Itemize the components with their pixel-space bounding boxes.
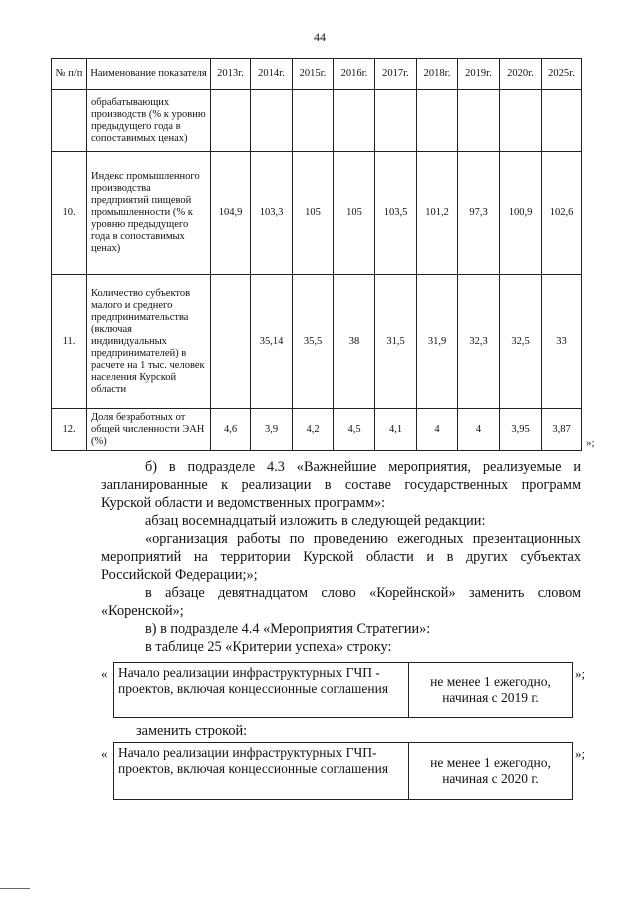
value-cell: 3,95 bbox=[500, 409, 542, 451]
value-cell bbox=[375, 90, 417, 152]
header-cell: 2013г. bbox=[211, 59, 251, 90]
indicator-name: обрабатывающих производств (% к уровню предыдущего года в сопоставимых ценах) bbox=[87, 90, 211, 152]
value-cell: 105 bbox=[293, 152, 334, 275]
value-cell: 33 bbox=[542, 275, 582, 409]
value-cell: 105 bbox=[334, 152, 375, 275]
value-cell: 4 bbox=[417, 409, 458, 451]
paragraph-word-replace-line2: «Коренской»; bbox=[101, 603, 184, 619]
value-cell: 31,9 bbox=[417, 275, 458, 409]
header-cell: 2015г. bbox=[293, 59, 334, 90]
value-cell: 101,2 bbox=[417, 152, 458, 275]
value-cell: 31,5 bbox=[375, 275, 417, 409]
value-cell: 35,14 bbox=[251, 275, 293, 409]
table-row bbox=[52, 275, 582, 409]
value-cell: 32,5 bbox=[500, 275, 542, 409]
table-header-row bbox=[52, 59, 582, 90]
criteria-row-new bbox=[113, 742, 573, 800]
value-cell: 103,3 bbox=[251, 152, 293, 275]
value-cell: 4,1 bbox=[375, 409, 417, 451]
value-cell bbox=[251, 90, 293, 152]
paragraph-v: в) в подразделе 4.4 «Мероприятия Стратегии»: bbox=[145, 621, 431, 637]
box1-close-quote: »; bbox=[575, 666, 586, 681]
value-cell: 3,87 bbox=[542, 409, 582, 451]
table-row bbox=[52, 90, 582, 152]
value-cell: 4,6 bbox=[211, 409, 251, 451]
box2-open-quote: « bbox=[101, 746, 108, 761]
value-cell: 103,5 bbox=[375, 152, 417, 275]
paragraph-table25: в таблице 25 «Критерии успеха» строку: bbox=[145, 639, 392, 655]
value-cell: 38 bbox=[334, 275, 375, 409]
value-cell bbox=[211, 90, 251, 152]
paragraph-word-replace-line1: в абзаце девятнадцатом слово «Корейнской» заменить словом bbox=[145, 585, 581, 601]
indicator-name: Доля безработных от общей численности ЭАН (%) bbox=[87, 409, 211, 451]
criteria-row-old bbox=[113, 662, 573, 718]
row-number: 12. bbox=[52, 409, 87, 451]
table-row bbox=[52, 152, 582, 275]
value-cell: 104,9 bbox=[211, 152, 251, 275]
row-number: 10. bbox=[52, 152, 87, 275]
paragraph-b-line3: Курской области и ведомственных программ»: bbox=[101, 495, 386, 511]
box1-open-quote: « bbox=[101, 666, 108, 681]
box2-close-quote: »; bbox=[575, 746, 586, 761]
quoted-paragraph-line3: Российской Федерации;»; bbox=[101, 567, 258, 583]
header-cell: 2019г. bbox=[458, 59, 500, 90]
value-cell bbox=[211, 275, 251, 409]
value-cell bbox=[458, 90, 500, 152]
table-row bbox=[52, 409, 582, 451]
value-cell: 3,9 bbox=[251, 409, 293, 451]
indicator-name: Индекс промышленного производства предприятий пищевой промышленности (% к уровню предыдущего года в сопоставимых ценах) bbox=[87, 152, 211, 275]
header-cell: 2017г. bbox=[375, 59, 417, 90]
header-cell: 2014г. bbox=[251, 59, 293, 90]
paragraph-b-line1: б) в подразделе 4.3 «Важнейшие мероприятия, реализуемые и bbox=[145, 459, 581, 475]
value-cell: 4 bbox=[458, 409, 500, 451]
value-cell: 4,5 bbox=[334, 409, 375, 451]
indicator-name: Количество субъектов малого и среднего предпринимательства (включая индивидуальных предпринимателей) в расчете на 1 тыс. человек населения Курской области bbox=[87, 275, 211, 409]
value-cell bbox=[334, 90, 375, 152]
header-cell: Наименование показателя bbox=[87, 59, 211, 90]
criteria-target-text: не менее 1 ежегодно, начиная с 2019 г. bbox=[430, 674, 551, 705]
value-cell: 97,3 bbox=[458, 152, 500, 275]
criteria-target bbox=[409, 663, 572, 717]
table-closing-quote: »; bbox=[586, 437, 595, 449]
quoted-paragraph-line1: «организация работы по проведению ежегодных презентационных bbox=[145, 531, 581, 547]
criteria-name: Начало реализации инфраструктурных ГЧП-проектов, включая концессионные соглашения bbox=[114, 743, 409, 799]
indicators-table bbox=[51, 58, 582, 451]
header-cell: 2020г. bbox=[500, 59, 542, 90]
header-cell: 2016г. bbox=[334, 59, 375, 90]
criteria-name: Начало реализации инфраструктурных ГЧП - проектов, включая концессионные соглашения bbox=[114, 663, 409, 717]
criteria-target-text: не менее 1 ежегодно, начиная с 2020 г. bbox=[430, 755, 551, 786]
footer-line bbox=[0, 888, 30, 889]
replace-with-label: заменить строкой: bbox=[136, 723, 248, 739]
paragraph-b-line2: запланированные к реализации в составе государственных программ bbox=[101, 477, 581, 493]
row-number bbox=[52, 90, 87, 152]
value-cell: 35,5 bbox=[293, 275, 334, 409]
row-number: 11. bbox=[52, 275, 87, 409]
value-cell: 102,6 bbox=[542, 152, 582, 275]
value-cell: 100,9 bbox=[500, 152, 542, 275]
value-cell bbox=[500, 90, 542, 152]
header-cell: 2018г. bbox=[417, 59, 458, 90]
paragraph-instruction: абзац восемнадцатый изложить в следующей редакции: bbox=[145, 513, 486, 529]
value-cell: 4,2 bbox=[293, 409, 334, 451]
page-number: 44 bbox=[314, 30, 326, 44]
quoted-paragraph-line2: мероприятий на территории Курской области и в других субъектах bbox=[101, 549, 581, 565]
value-cell: 32,3 bbox=[458, 275, 500, 409]
value-cell bbox=[293, 90, 334, 152]
criteria-target bbox=[409, 743, 572, 799]
header-cell: 2025г. bbox=[542, 59, 582, 90]
value-cell bbox=[542, 90, 582, 152]
header-cell: № п/п bbox=[52, 59, 87, 90]
value-cell bbox=[417, 90, 458, 152]
